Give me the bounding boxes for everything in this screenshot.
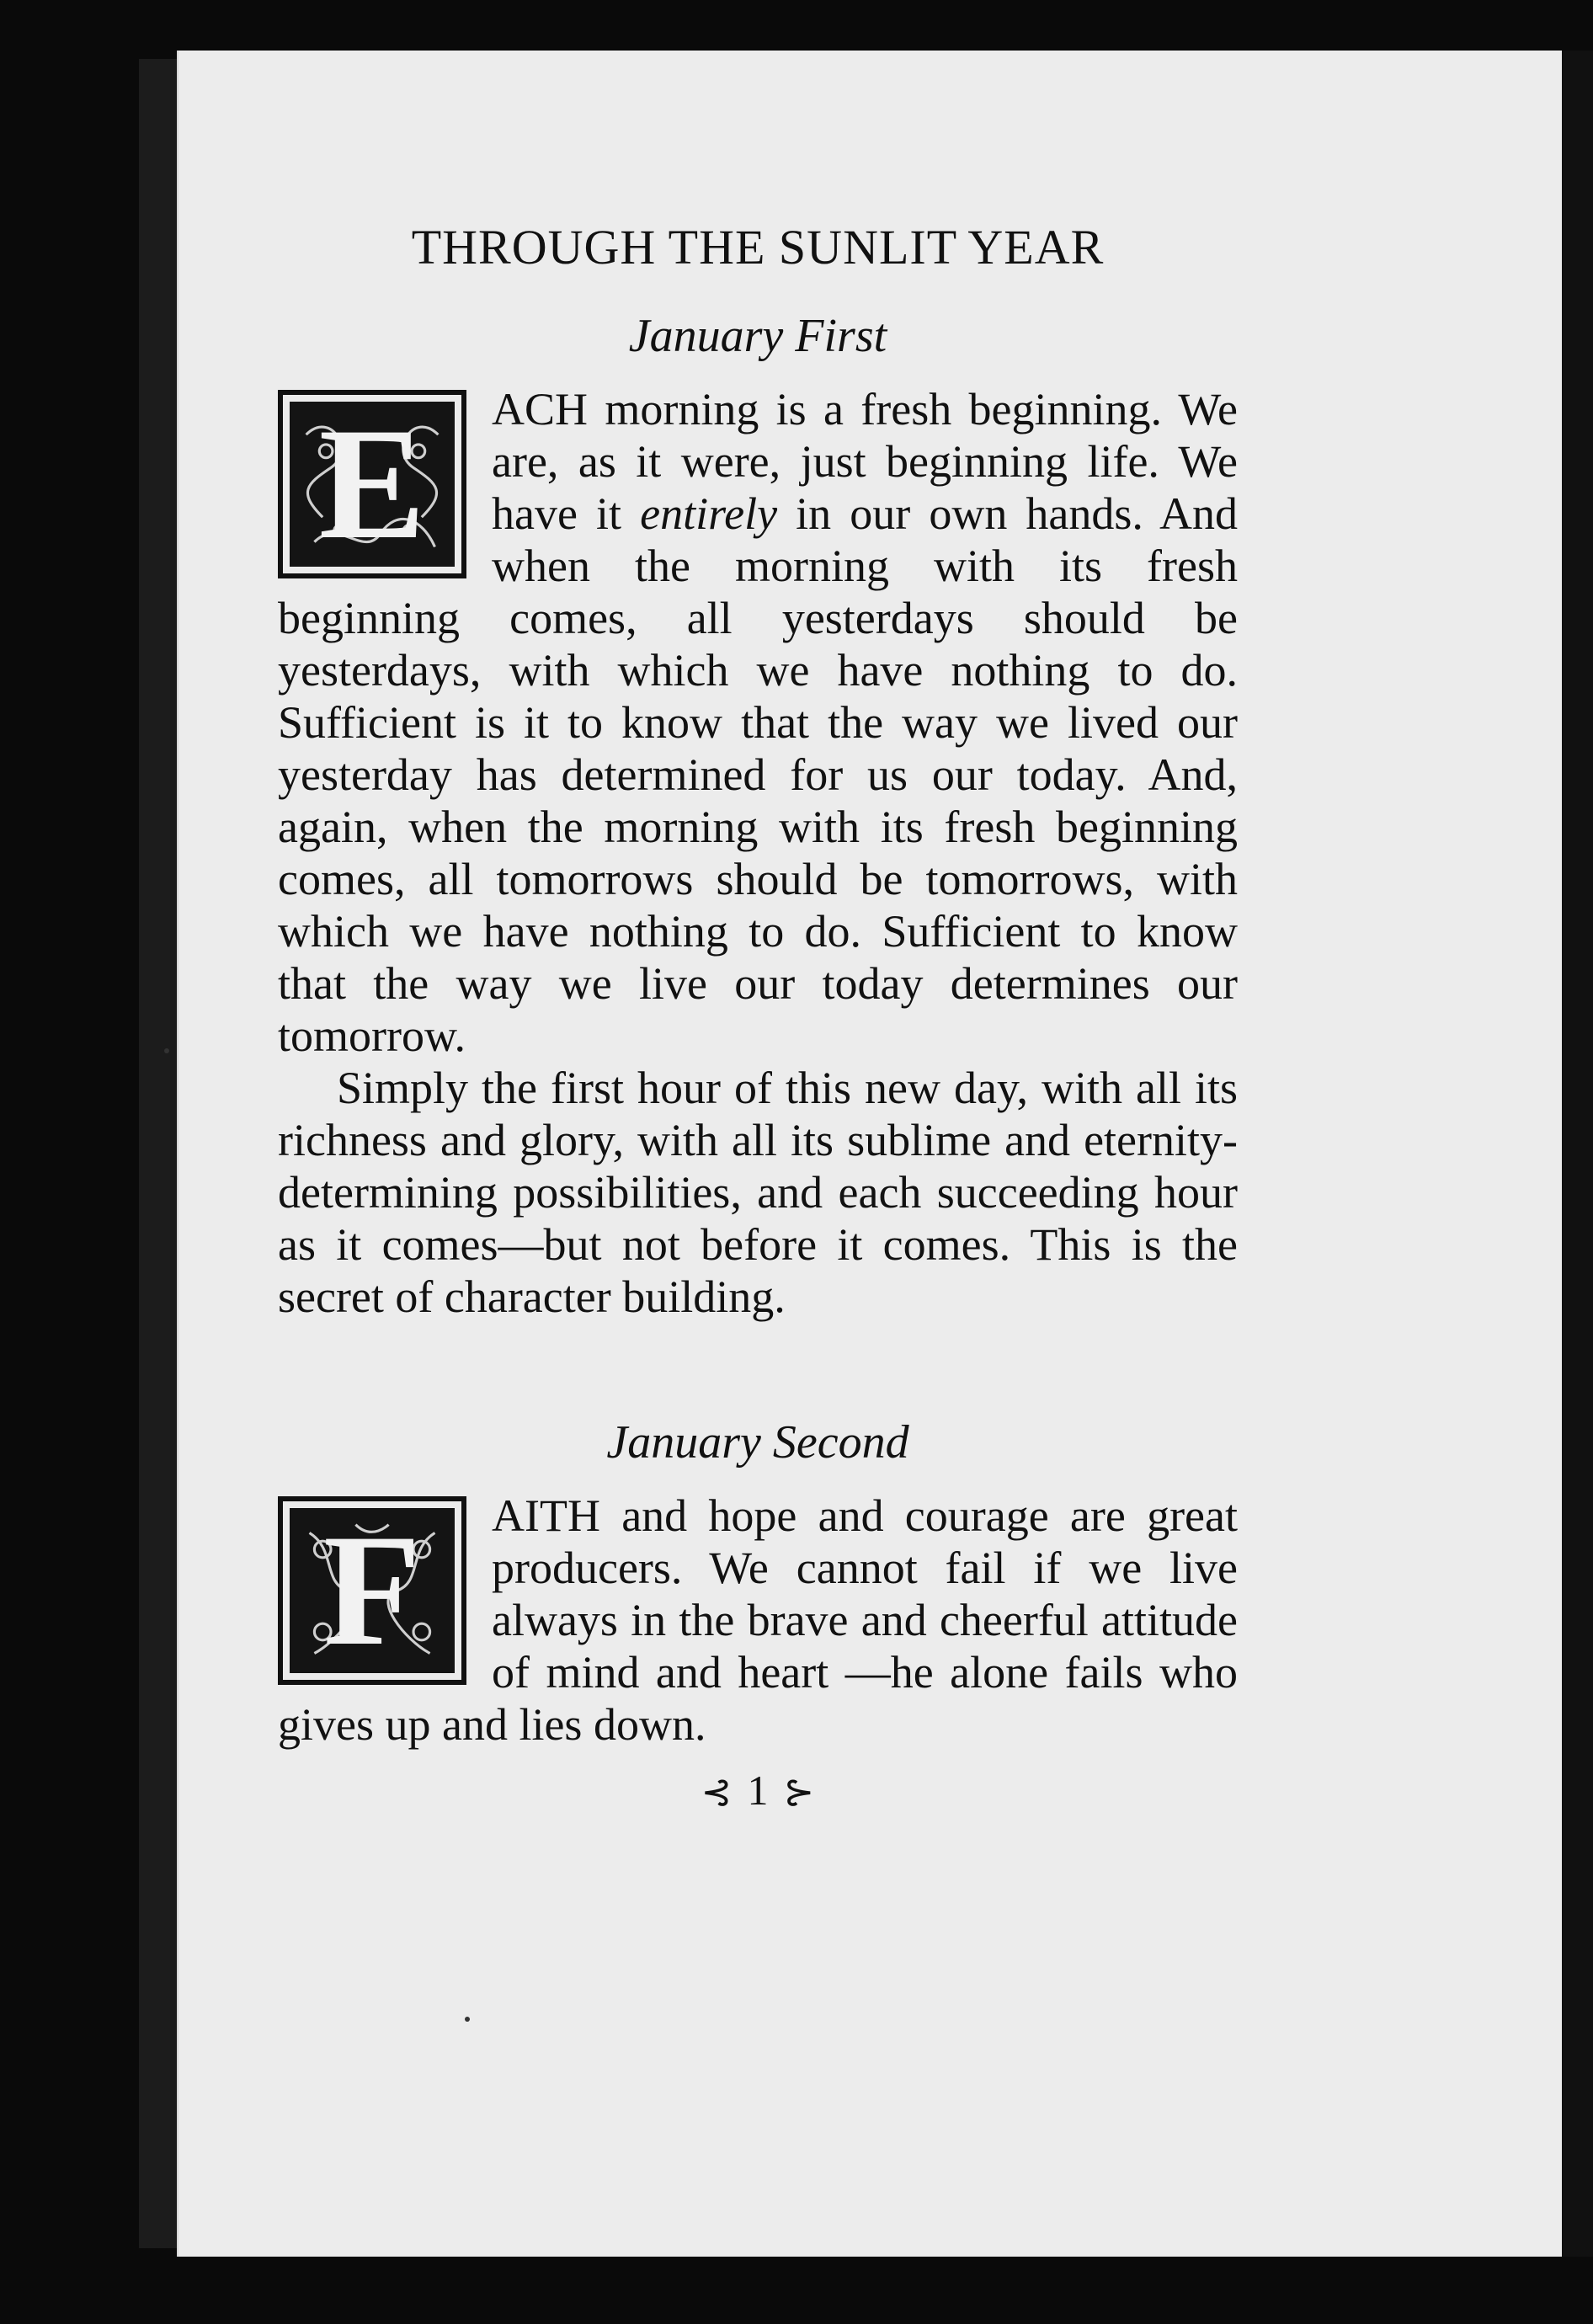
entry-paragraph bbox=[278, 1490, 1238, 1751]
paragraph-text: in our own hands. And when the morning with its fresh beginning comes, all yesterdays should be yesterdays, with which we have nothing to do. Sufficient is it to know that the way we lived our yesterday has determined for us our today. And, again, when the morning with its fresh beginning comes, all tomorrows should be tomorrows, with which we have nothing to do. Sufficient to know that the way we live our today determines our tomorrow. bbox=[278, 488, 1238, 1061]
paragraph-text: ACH morning is a fresh beginning. We are, as it were, just beginning life. We have it bbox=[492, 384, 1238, 539]
decorative-initial-icon bbox=[290, 1508, 455, 1673]
entry-title: January First bbox=[628, 310, 887, 362]
book-page bbox=[177, 51, 1562, 2257]
page-number: 1 bbox=[747, 1767, 769, 1814]
ornament-left-icon: ⊰ bbox=[701, 1772, 733, 1813]
entry-paragraph bbox=[278, 383, 1238, 1062]
drop-cap-f bbox=[278, 1496, 466, 1685]
book-spine bbox=[139, 59, 177, 2248]
paragraph-text: AITH and hope and courage are great producers. We cannot fail if we live always in the brave and cheerful attitude of mind and heart —he alone fails who gives up and lies down. bbox=[278, 1490, 1238, 1750]
speck bbox=[465, 2017, 470, 2022]
entry-title: January Second bbox=[606, 1416, 909, 1468]
paragraph-emphasis: entirely bbox=[640, 488, 778, 539]
decorative-initial-icon bbox=[290, 402, 455, 567]
page-folio bbox=[278, 1766, 1238, 1815]
speck bbox=[164, 1048, 169, 1053]
entry-january-first bbox=[278, 309, 1238, 1323]
drop-cap-letter: E bbox=[318, 402, 426, 567]
entry-january-second bbox=[278, 1415, 1238, 1751]
page-edge bbox=[1562, 51, 1593, 2257]
drop-cap-e bbox=[278, 390, 466, 578]
ornament-right-icon: ⊱ bbox=[783, 1772, 815, 1813]
drop-cap-letter: F bbox=[322, 1508, 422, 1673]
running-head: THROUGH THE SUNLIT YEAR bbox=[411, 220, 1105, 275]
page-content bbox=[278, 185, 1238, 1815]
entry-paragraph: Simply the first hour of this new day, with all its richness and glory, with all its sublime and eternity-determining possibilities, and each succeeding hour as it comes—but not before it comes. This is the secret of character building. bbox=[278, 1063, 1238, 1322]
section-spacer bbox=[278, 1323, 1238, 1415]
